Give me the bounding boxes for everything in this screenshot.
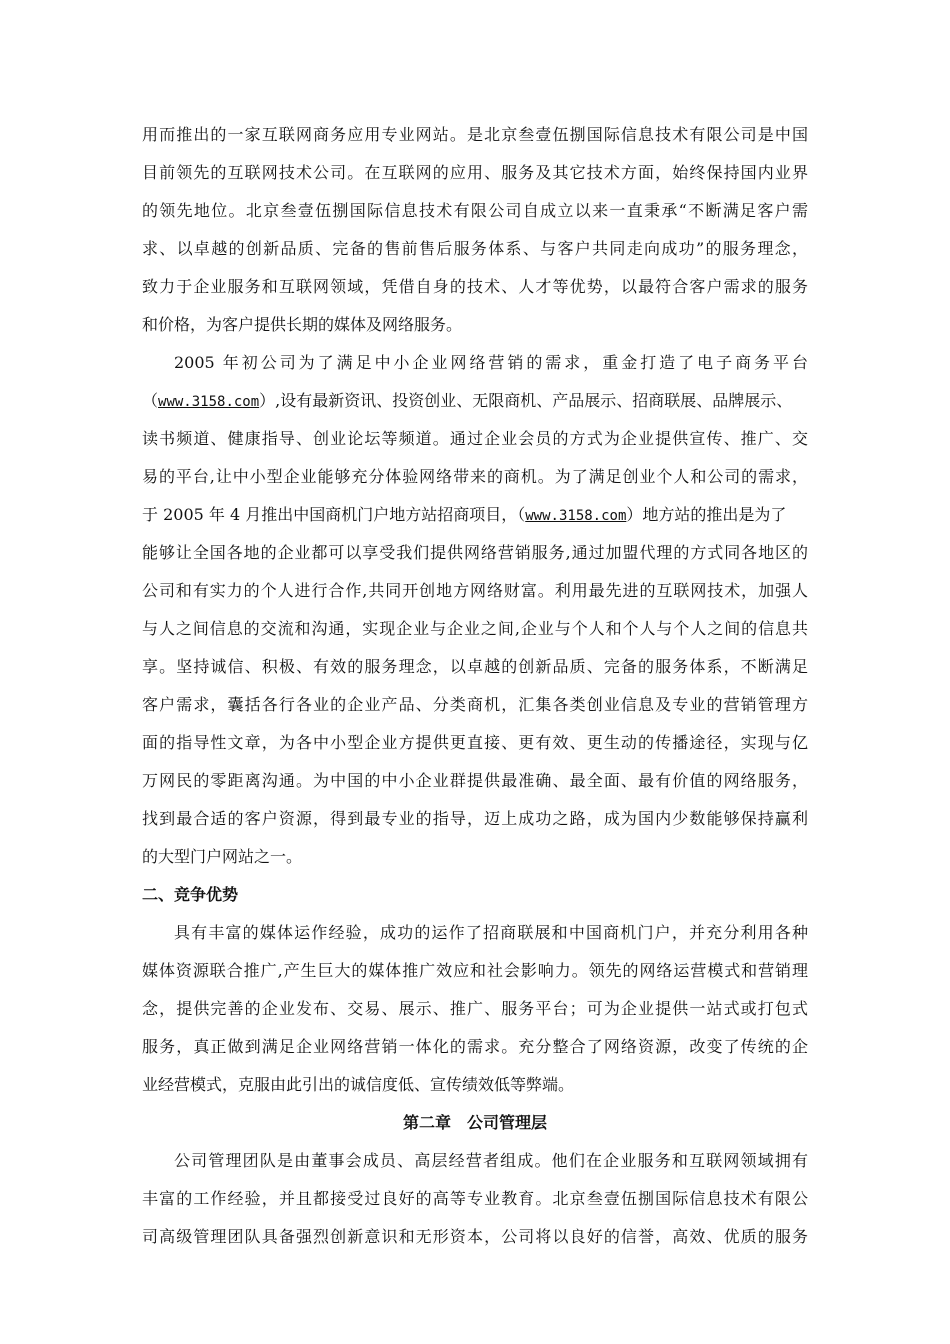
paragraph-line: 服务，真正做到满足企业网络营销一体化的需求。充分整合了网络资源，改变了传统的企 (142, 1037, 808, 1056)
paragraph-text: 于 2005 年 4 月推出中国商机门户地方站招商项目，（ (142, 505, 526, 524)
paragraph-line: 致力于企业服务和互联网领域，凭借自身的技术、人才等优势，以最符合客户需求的服务 (142, 277, 808, 296)
paragraph-line (142, 382, 808, 420)
paragraph-line: 客户需求，囊括各行各业的企业产品、分类商机，汇集各类创业信息及专业的营销管理方 (142, 695, 808, 714)
paragraph-line: 和价格，为客户提供长期的媒体及网络服务。 (142, 315, 463, 334)
paragraph-text: ）地方站的推出是为了 (626, 505, 787, 524)
paragraph-line: 求、以卓越的创新品质、完备的售前售后服务体系、与客户共同走向成功”的服务理念， (142, 239, 808, 258)
paragraph-first-line: 2005 年初公司为了满足中小企业网络营销的需求，重金打造了电子商务平台 (174, 353, 808, 372)
section-heading: 二、竞争优势 (142, 885, 239, 904)
paragraph-line (142, 496, 808, 534)
paragraph-line: 用而推出的一家互联网商务应用专业网站。是北京叁壹伍捌国际信息技术有限公司是中国 (142, 125, 808, 144)
paragraph-first-line: 具有丰富的媒体运作经验，成功的运作了招商联展和中国商机门户，并充分利用各种 (174, 923, 808, 942)
paragraph-line: 面的指导性文章，为各中小型企业方提供更直接、更有效、更生动的传播途径，实现与亿 (142, 733, 808, 752)
chapter-title: 第二章 公司管理层 (402, 1113, 547, 1132)
paren-open: （ (142, 391, 159, 410)
paragraph-line: 找到最合适的客户资源，得到最专业的指导，迈上成功之路，成为国内少数能够保持赢利 (142, 809, 808, 828)
website-link[interactable]: www.3158.com (158, 394, 260, 410)
paragraph-text: ）,设有最新资讯、投资创业、无限商机、产品展示、招商联展、品牌展示、 (259, 391, 793, 410)
paragraph-line: 读书频道、健康指导、创业论坛等频道。通过企业会员的方式为企业提供宣传、推广、交 (142, 429, 808, 448)
paragraph-line: 公司和有实力的个人进行合作,共同开创地方网络财富。利用最先进的互联网技术，加强人 (142, 581, 808, 600)
paragraph-line: 的领先地位。北京叁壹伍捌国际信息技术有限公司自成立以来一直秉承“不断满足客户需 (142, 201, 808, 220)
paragraph-first-line: 公司管理团队是由董事会成员、高层经营者组成。他们在企业服务和互联网领域拥有 (174, 1151, 808, 1170)
paragraph-line: 司高级管理团队具备强烈创新意识和无形资本，公司将以良好的信誉，高效、优质的服务 (142, 1227, 808, 1246)
paragraph-line: 能够让全国各地的企业都可以享受我们提供网络营销服务,通过加盟代理的方式同各地区的 (142, 543, 808, 562)
paragraph-line: 万网民的零距离沟通。为中国的中小企业群提供最准确、最全面、最有价值的网络服务， (142, 771, 808, 790)
paragraph-line: 目前领先的互联网技术公司。在互联网的应用、服务及其它技术方面，始终保持国内业界 (142, 163, 808, 182)
paragraph-line: 念，提供完善的企业发布、交易、展示、推广、服务平台；可为企业提供一站式或打包式 (142, 999, 808, 1018)
paragraph-line: 与人之间信息的交流和沟通，实现企业与企业之间,企业与个人和个人与个人之间的信息共 (142, 619, 808, 638)
paragraph-line: 媒体资源联合推广,产生巨大的媒体推广效应和社会影响力。领先的网络运营模式和营销理 (142, 961, 808, 980)
paragraph-line: 业经营模式，克服由此引出的诚信度低、宣传绩效低等弊端。 (142, 1075, 575, 1094)
paragraph-line: 的大型门户网站之一。 (142, 847, 303, 866)
paragraph-line: 易的平台,让中小型企业能够充分体验网络带来的商机。为了满足创业个人和公司的需求， (142, 467, 808, 486)
website-link[interactable]: www.3158.com (525, 508, 627, 524)
paragraph-line: 丰富的工作经验，并且都接受过良好的高等专业教育。北京叁壹伍捌国际信息技术有限公 (142, 1189, 808, 1208)
paragraph-line: 享。坚持诚信、积极、有效的服务理念，以卓越的创新品质、完备的服务体系，不断满足 (142, 657, 808, 676)
